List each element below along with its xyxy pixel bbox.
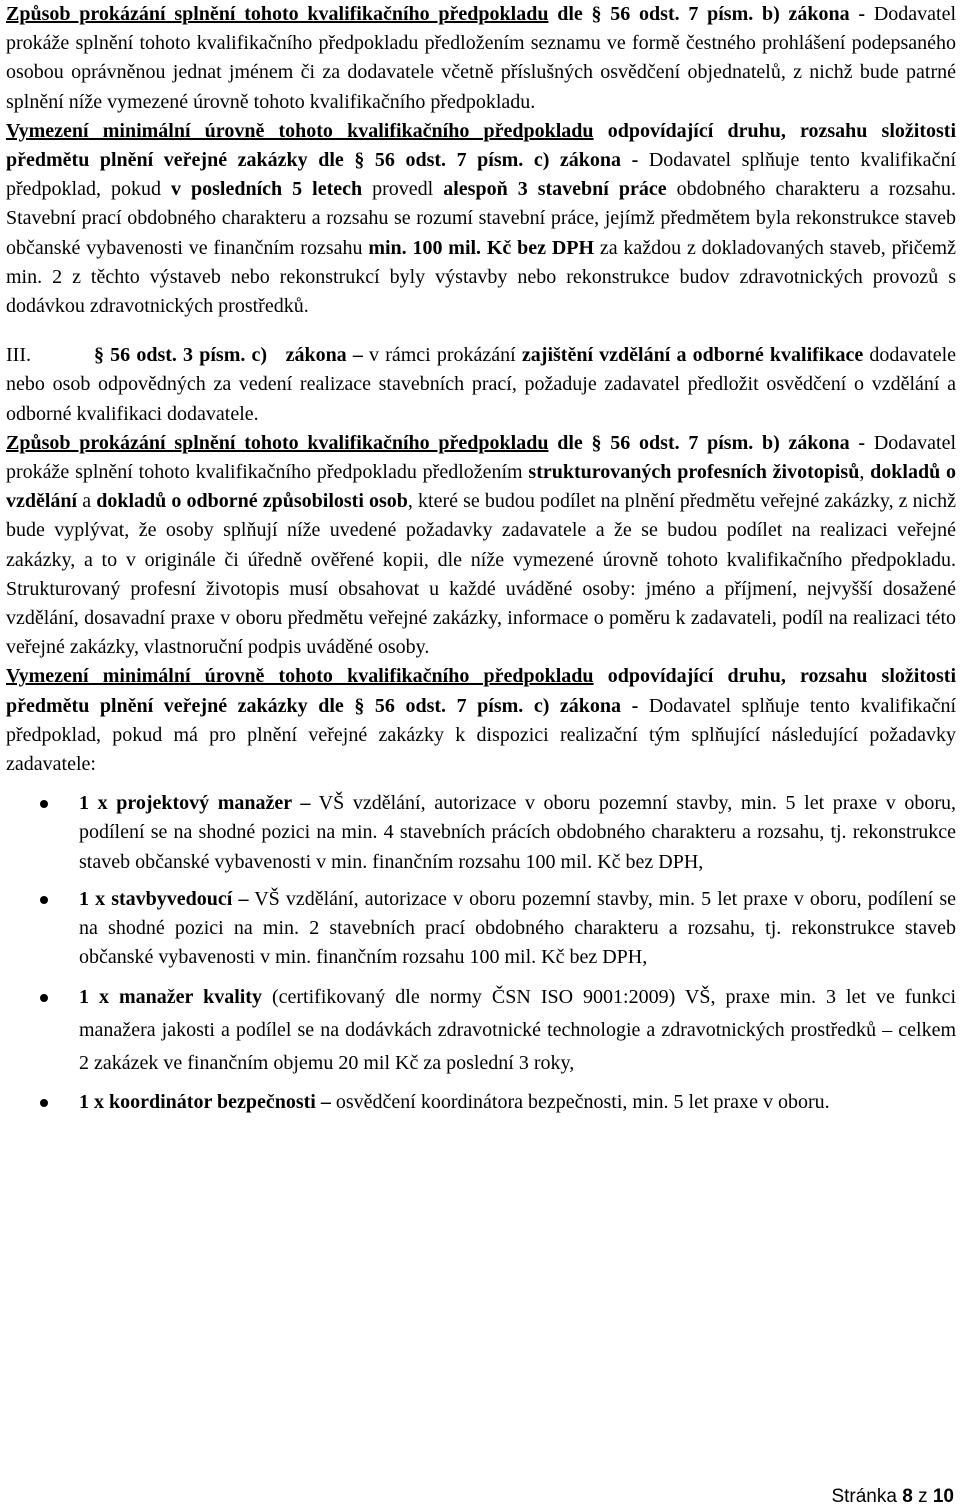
role-requirements: (certifikovaný dle normy ČSN ISO 9001:2009) VŠ, praxe min. 3 let ve funkci manažera jakosti a podílel se na dodávkách zdravotnické technologie a zdravotnických prostředků – celkem 2 zakázek ve finančním objemu 20 mil Kč za poslední 3 roky, xyxy=(79,985,956,1074)
page-separator: z xyxy=(918,1486,928,1507)
legal-reference: § 56 odst. 3 písm. c) xyxy=(94,344,268,367)
bullet-icon xyxy=(40,994,48,1002)
emphasis: strukturovaných profesních životopisů xyxy=(528,461,860,484)
paragraph-minimum-level-references xyxy=(6,117,956,321)
legal-reference: odpovídající druhu, rozsahu složitosti předmětu plnění veřejné zakázky dle § 56 odst. 7 písm. c) zákona - xyxy=(6,119,956,172)
legal-reference: dle § 56 odst. 7 písm. b) zákona - xyxy=(548,3,874,25)
team-requirements-list xyxy=(6,789,956,1116)
legal-reference: dle § 56 odst. 7 písm. b) zákona - xyxy=(548,431,874,454)
paragraph-text: Dodavatel prokáže splnění tohoto kvalifikačního předpokladu předložením seznamu ve formě čestného prohlášení podepsaného osobou oprávněnou jednat jménem či za dodavatele včetně příslušných osvědčení objednatelů, z nichž bude patrné splnění níže vymezené úrovně tohoto kvalifikačního předpokladu. xyxy=(6,3,957,113)
paragraph-text: obdobného charakteru a rozsahu. Stavební prací obdobného charakteru a rozsahu se rozumí stavební práce, jejímž předmětem byla rekonstrukce staveb občanské vybavenosti ve finančním rozsahu xyxy=(6,178,956,259)
page-footer xyxy=(831,1485,954,1509)
paragraph-text: provedl xyxy=(362,178,444,201)
emphasis: min. 100 mil. Kč bez DPH xyxy=(368,236,595,259)
heading-proof-method: Způsob prokázání splnění tohoto kvalifikačního předpokladu xyxy=(6,431,549,454)
role-requirements: VŠ vzdělání, autorizace v oboru pozemní stavby, min. 5 let praxe v oboru, podílení se na shodné pozici na min. 2 stavebních prací obdobného charakteru a rozsahu, tj. rekonstrukce staveb občanské vybavenosti v min. finančním rozsahu 100 mil. Kč bez DPH, xyxy=(79,887,957,969)
paragraph-text: za každou z dokladovaných staveb, přičemž min. 2 z těchto výstaveb nebo rekonstrukcí byly výstavby nebo rekonstrukce budov zdravotnických provozů s dodávkou zdravotnických prostředků. xyxy=(6,236,956,318)
list-item xyxy=(6,981,956,1080)
role-title: 1 x projektový manažer – xyxy=(79,792,311,815)
heading-minimum-level: Vymezení minimální úrovně tohoto kvalifikačního předpokladu xyxy=(6,119,594,142)
page-current: 8 xyxy=(902,1486,913,1507)
paragraph-text: v rámci prokázání xyxy=(362,344,522,367)
paragraph-text: Dodavatel prokáže splnění tohoto kvalifikačního předpokladu předložením xyxy=(6,431,957,484)
paragraph-proof-method-references xyxy=(6,0,956,117)
list-item xyxy=(6,789,956,877)
list-item xyxy=(6,885,956,973)
heading-proof-method: Způsob prokázání splnění tohoto kvalifikačního předpokladu xyxy=(6,3,549,25)
role-requirements: osvědčení koordinátora bezpečnosti, min. 5 let praxe v oboru. xyxy=(330,1090,830,1113)
page-label: Stránka xyxy=(831,1486,897,1507)
bullet-icon xyxy=(40,1099,48,1107)
section-iii xyxy=(6,341,956,429)
emphasis: v posledních 5 letech xyxy=(171,178,363,201)
role-title: 1 x manažer kvality xyxy=(79,985,262,1008)
paragraph-text: Dodavatel splňuje tento kvalifikační předpoklad, pokud má pro plnění veřejné zakázky k dispozici realizační tým splňující následující požadavky zadavatele: xyxy=(6,694,956,776)
paragraph-proof-method-team xyxy=(6,429,956,663)
law-label: zákona – xyxy=(285,344,363,367)
bullet-icon xyxy=(40,896,48,904)
paragraph-minimum-level-team xyxy=(6,662,956,779)
heading-minimum-level: Vymezení minimální úrovně tohoto kvalifikačního předpokladu xyxy=(6,665,594,688)
section-number: III. xyxy=(6,344,31,367)
role-title: 1 x koordinátor bezpečnosti – xyxy=(79,1090,331,1113)
document-page xyxy=(6,0,956,1125)
paragraph-text: a xyxy=(77,490,97,513)
paragraph-text: Dodavatel splňuje tento kvalifikační předpoklad, pokud xyxy=(6,149,956,201)
paragraph-text: , které se budou podílet na plnění předmětu veřejné zakázky, z nichž bude vyplývat, že osoby splňují níže uvedené požadavky zadavatele a že se budou podílet na realizaci veřejné zakázky, a to v originále či úředně ověřené kopii, dle níže vymezené úrovně tohoto kvalifikačního předpokladu. Strukturovaný profesní životopis musí obsahovat u každé uváděné osoby: jméno a příjmení, nejvyšší dosažené vzdělání, dosavadní praxe v oboru předmětu veřejné zakázky, informace o poměru k zadavateli, podíl na realizaci této veřejné zakázky, vlastnoruční podpis uváděné osoby. xyxy=(6,490,956,659)
role-title: 1 x stavbyvedoucí – xyxy=(79,887,249,910)
paragraph-text: , xyxy=(859,461,871,484)
emphasis: dokladů o vzdělání xyxy=(6,461,956,513)
bullet-icon xyxy=(40,800,48,808)
page-total: 10 xyxy=(932,1486,954,1507)
list-item xyxy=(6,1088,956,1117)
emphasis: dokladů o odborné způsobilosti osob xyxy=(96,490,408,513)
role-requirements: VŠ vzdělání, autorizace v oboru pozemní stavby, min. 5 let praxe v oboru, podílení se na shodné pozici na min. 4 stavebních prácích obdobného charakteru a rozsahu, tj. rekonstrukce staveb občanské vybavenosti v min. finančním rozsahu 100 mil. Kč bez DPH, xyxy=(79,792,957,873)
legal-reference: odpovídající druhu, rozsahu složitosti předmětu plnění veřejné zakázky dle § 56 odst. 7 písm. c) zákona - xyxy=(6,665,956,717)
paragraph-text: dodavatele nebo osob odpovědných za vedení realizace stavebních prací, požaduje zadavatel předložit osvědčení o vzdělání a odborné kvalifikaci dodavatele. xyxy=(6,344,957,425)
spacer xyxy=(6,321,956,341)
emphasis: zajištění vzdělání a odborné kvalifikace xyxy=(521,344,864,367)
emphasis: alespoň 3 stavební práce xyxy=(443,178,667,201)
